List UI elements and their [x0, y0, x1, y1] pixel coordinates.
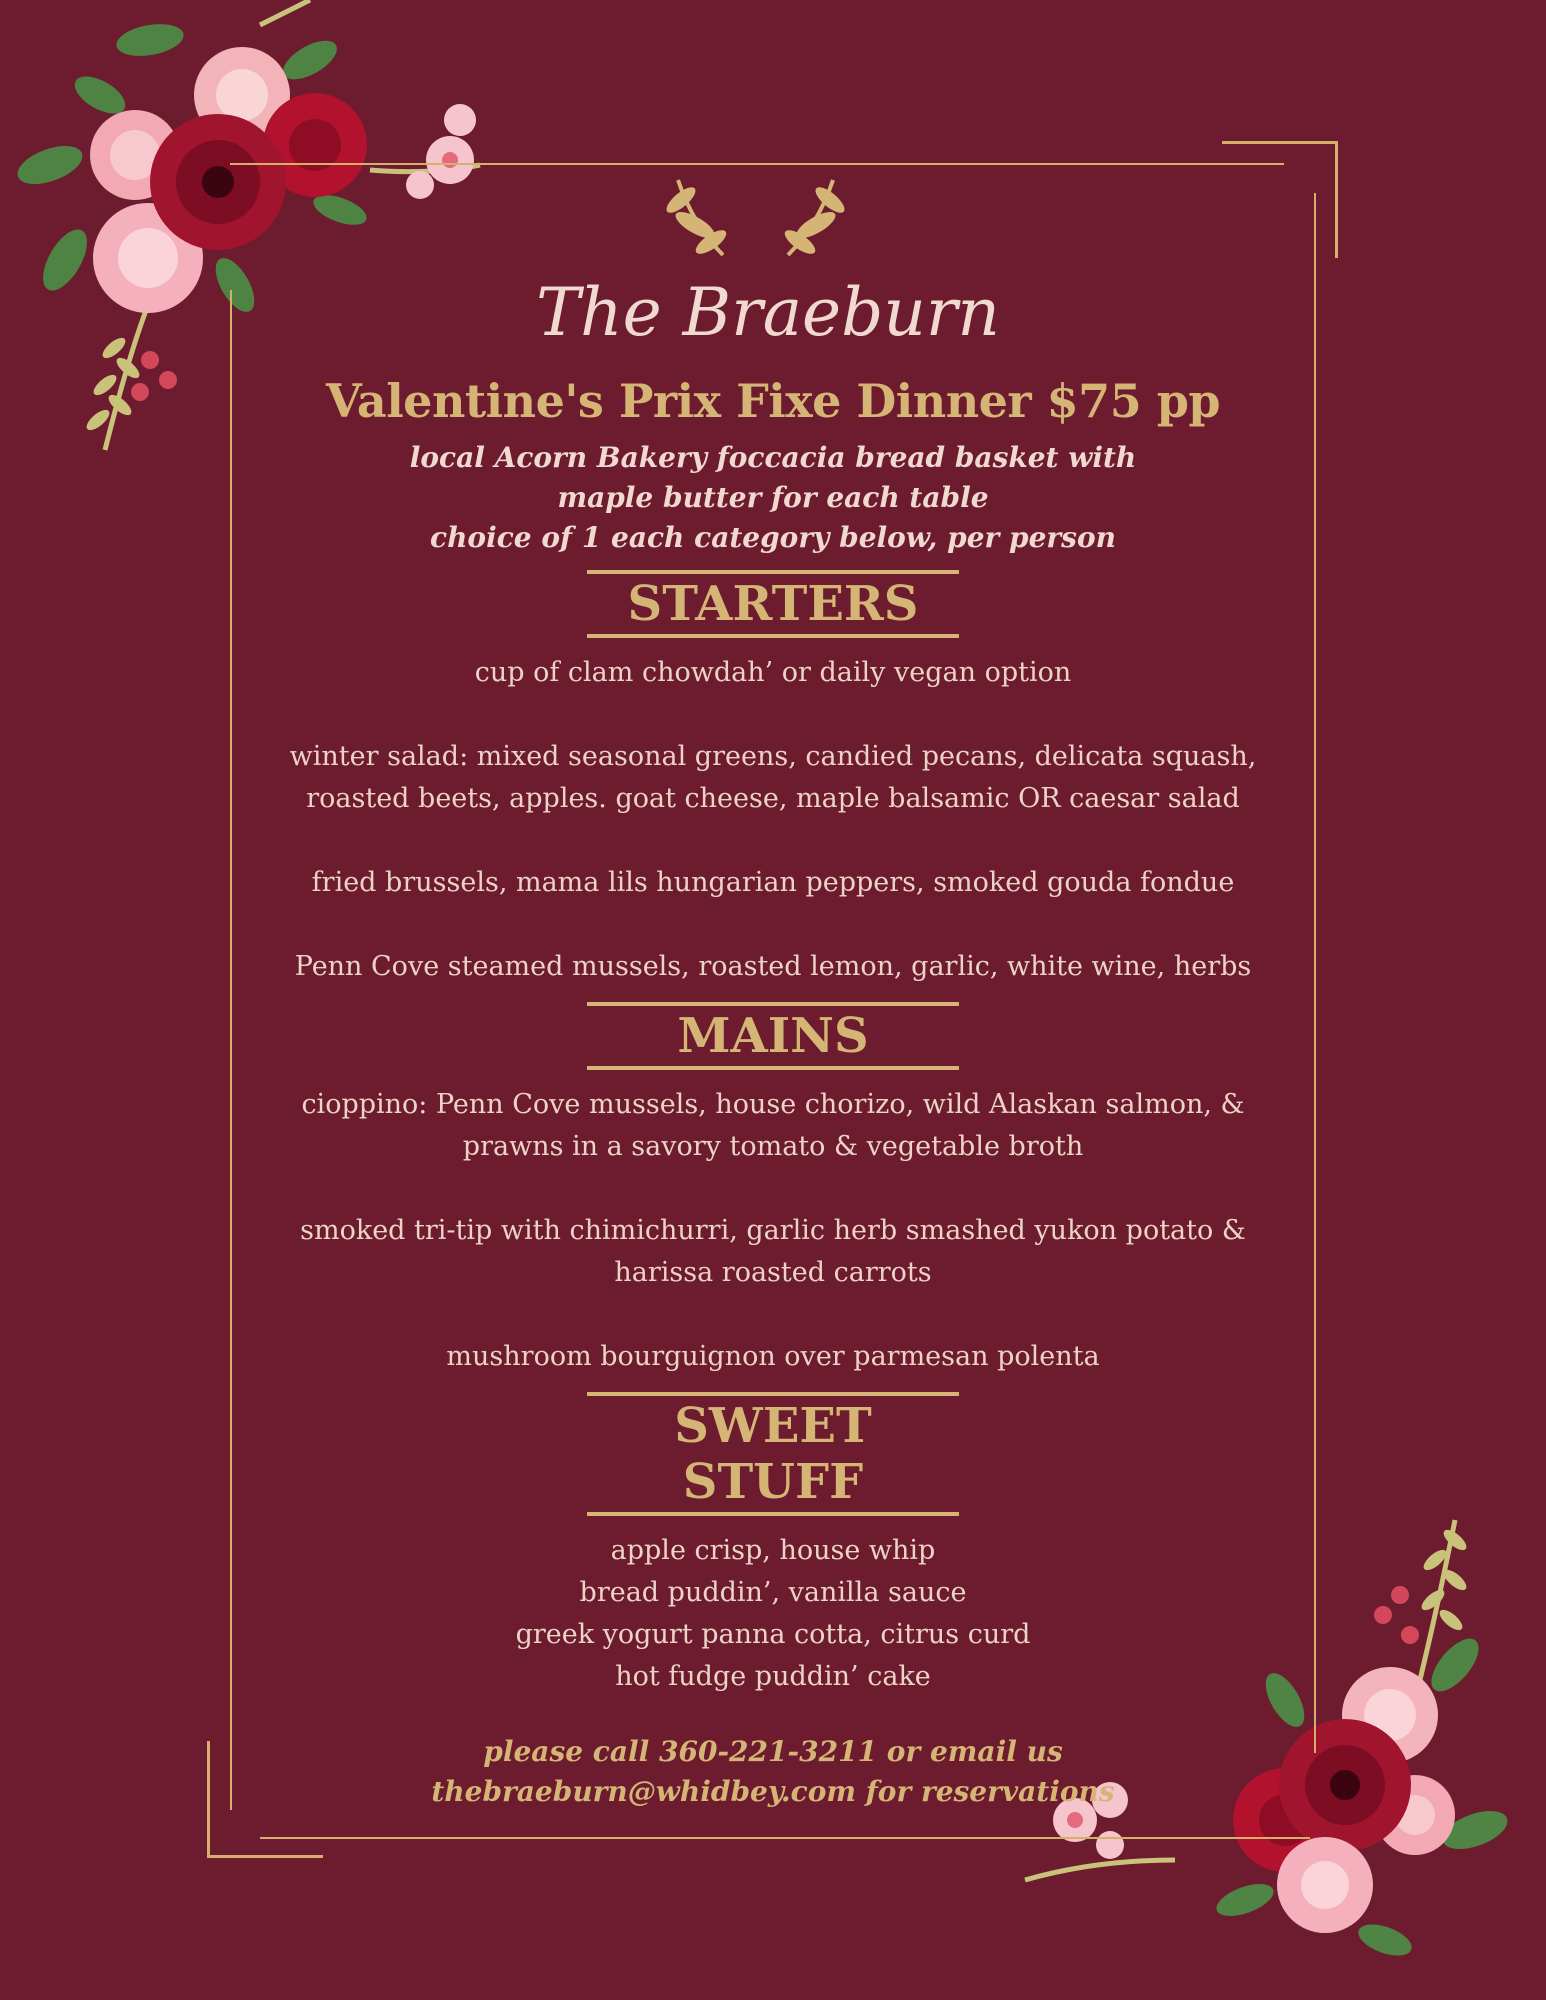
section-label: STARTERS: [627, 576, 919, 632]
frame-corner-top-right: [1222, 141, 1338, 144]
section-heading-sweet-stuff: [587, 1392, 959, 1516]
laurel-icon: [663, 180, 849, 258]
braeburn-logo: [536, 170, 1000, 370]
frame-corner-bottom-left-vertical: [207, 1741, 210, 1858]
heading-rule-bottom: [587, 634, 959, 638]
brand-wordmark: The Braeburn: [536, 274, 1000, 351]
menu-title: Valentine's Prix Fixe Dinner $75 pp: [325, 374, 1221, 428]
menu-item-main: cioppino: Penn Cove mussels, house chorizo, wild Alaskan salmon, & prawns in a savory tomato & vegetable broth: [301, 1089, 1245, 1162]
intro-line-2: maple butter for each table: [557, 481, 989, 514]
menu-item-dessert: bread puddin’, vanilla sauce: [579, 1577, 967, 1608]
reservation-note: [232, 1732, 1314, 1812]
menu-item-main: smoked tri-tip with chimichurri, garlic herb smashed yukon potato & harissa roasted carrots: [300, 1215, 1246, 1288]
dessert-list: [232, 1530, 1314, 1698]
reservation-line-2: thebraeburn@whidbey.com for reservations: [431, 1775, 1115, 1808]
menu-item-starter: cup of clam chowdah’ or daily vegan option: [474, 657, 1072, 688]
menu-content: [232, 160, 1314, 1812]
menu-item-dessert: greek yogurt panna cotta, citrus curd: [515, 1619, 1031, 1650]
intro-line-3: choice of 1 each category below, per person: [430, 521, 1116, 554]
reservation-line-1: please call 360-221-3211 or email us: [483, 1735, 1063, 1768]
menu-item-main: mushroom bourguignon over parmesan polenta: [446, 1341, 1100, 1372]
section-label: SWEET STUFF: [674, 1398, 872, 1510]
heading-rule-bottom: [587, 1066, 959, 1070]
menu-item-starter: Penn Cove steamed mussels, roasted lemon, garlic, white wine, herbs: [294, 951, 1252, 982]
section-heading-mains: [587, 1002, 959, 1070]
menu-item-dessert: apple crisp, house whip: [610, 1535, 936, 1566]
heading-rule-bottom: [587, 1512, 959, 1516]
frame-bottom-line: [260, 1837, 1310, 1839]
section-heading-starters: [587, 570, 959, 638]
menu-item-dessert: hot fudge puddin’ cake: [615, 1661, 931, 1692]
menu-item-starter: winter salad: mixed seasonal greens, candied pecans, delicata squash, roasted beets, apples. goat cheese, maple balsamic OR caesar salad: [289, 741, 1257, 814]
intro-line-1: local Acorn Bakery foccacia bread basket with: [409, 441, 1137, 474]
section-label: MAINS: [677, 1008, 869, 1064]
frame-right-line: [1314, 193, 1316, 1753]
frame-corner-top-right-vertical: [1335, 141, 1338, 258]
frame-corner-bottom-left: [207, 1855, 323, 1858]
menu-item-starter: fried brussels, mama lils hungarian peppers, smoked gouda fondue: [311, 867, 1235, 898]
